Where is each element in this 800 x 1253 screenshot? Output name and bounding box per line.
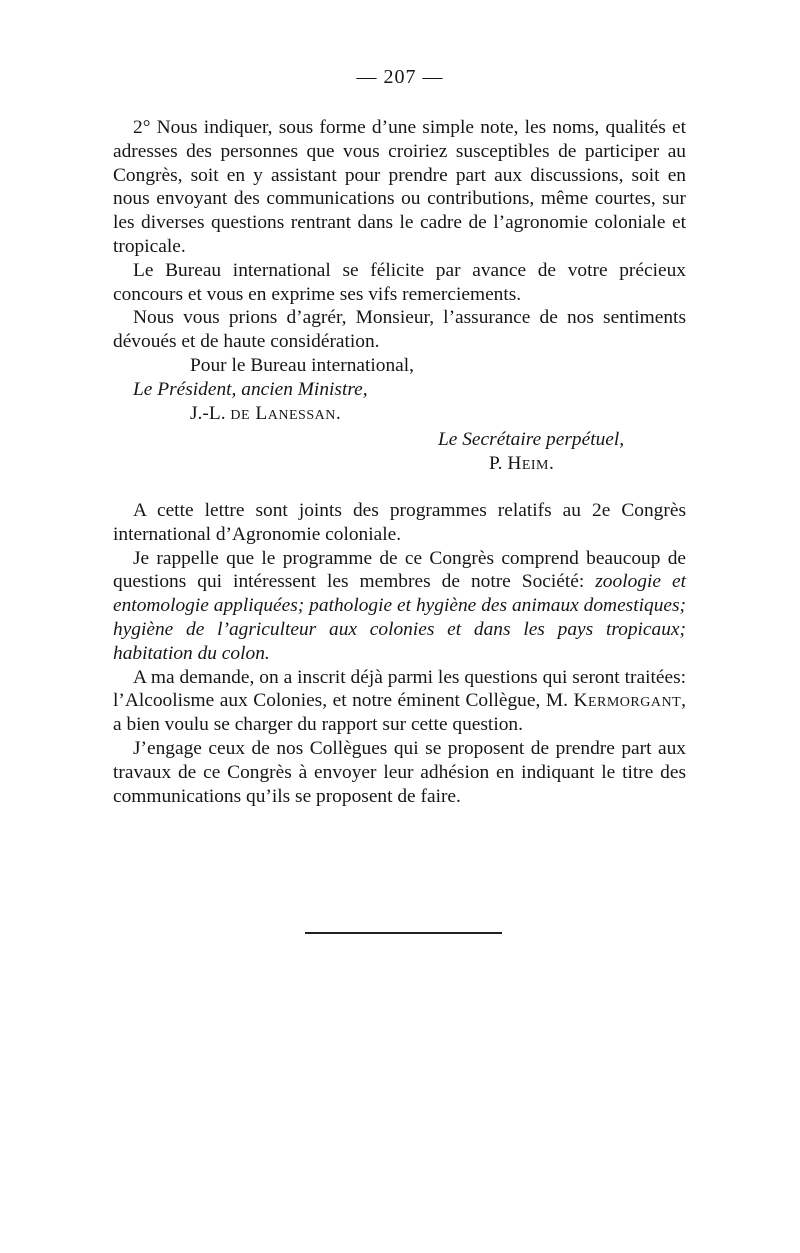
secretary-signature: [489, 453, 554, 475]
commentary-paragraph-topics: [113, 547, 686, 666]
topics-intro: Je rappelle que le programme de ce Congrès comprend beaucoup de questions qui intéressent les membres de notre Société:: [113, 547, 686, 593]
letter-paragraph-contributions: 2° Nous indiquer, sous forme d’une simple note, les noms, qualités et adresses des personnes que vous croiriez susceptibles de participer au Congrès, soit en y assistant pour prendre part aux discussions, soit en nous envoyant des communications ou contributions, même courtes, sur les diverses questions rentrant dans le cadre de l’agronomie coloniale et tropicale.: [113, 117, 686, 257]
president-title: Le Président, ancien Ministre,: [133, 379, 368, 400]
letter-body: [113, 116, 686, 354]
secretary-title: Le Secrétaire perpétuel,: [438, 429, 625, 450]
commentary-paragraph-alcoholism: [113, 666, 686, 737]
letter-paragraph-thanks: Le Bureau international se félicite par avance de votre précieux concours et vous en exprime ses vifs remerciements.: [113, 259, 686, 305]
commentary-body: [113, 499, 686, 808]
letter-paragraph-closing: Nous vous prions d’agrér, Monsieur, l’assurance de nos sentiments dévoués et de haute considération.: [113, 307, 686, 353]
topics-list: zoologie et entomologie appliquées; pathologie et hygiène des animaux domestiques; hygiène de l’agriculteur aux colonies et dans les pays tropicaux; habitation du colon.: [113, 571, 686, 664]
colleague-name: Kermorgant: [573, 690, 682, 712]
page-number: — 207 —: [356, 66, 444, 88]
secretary-surname: Heim.: [507, 453, 555, 474]
commentary-paragraph-invitation: J’engage ceux de nos Collègues qui se proposent de prendre part aux travaux de ce Congrès à envoyer leur adhésion en indiquant le titre des communications qu’ils se proposent de faire.: [113, 737, 686, 807]
commentary-paragraph-programs: A cette lettre sont joints des programmes relatifs au 2e Congrès international d’Agronomie coloniale.: [113, 500, 686, 545]
secretary-initial: P.: [489, 453, 508, 474]
alcoholism-text-start: A ma demande, on a inscrit déjà parmi les questions qui seront traitées: l’Alcoolisme aux Colonies, et notre éminent Collègue, M.: [113, 666, 686, 712]
signature-on-behalf: Pour le Bureau international,: [190, 355, 415, 376]
section-end-rule: [305, 932, 502, 934]
president-initials: J.-L.: [190, 403, 231, 424]
alcoholism-text-end: , a bien voulu se charger du rapport sur cette question.: [113, 690, 686, 736]
president-signature: [190, 403, 341, 425]
president-surname: de Lanessan.: [230, 403, 342, 424]
